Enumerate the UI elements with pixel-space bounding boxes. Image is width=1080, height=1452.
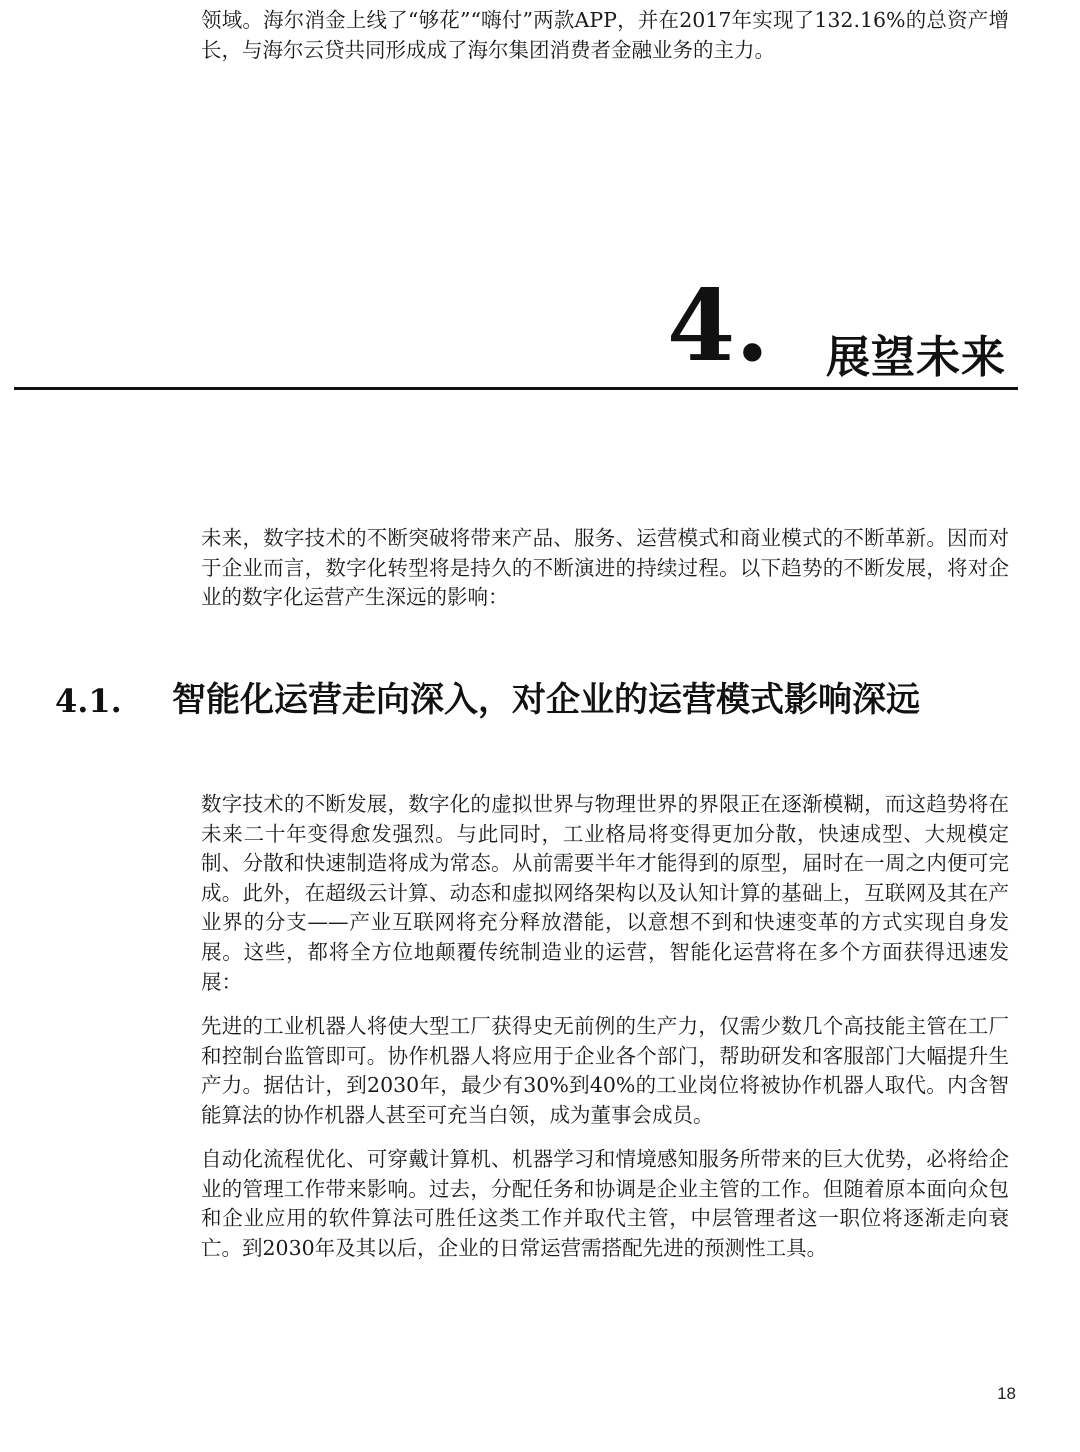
section-number: 4.1. xyxy=(55,682,122,720)
section-paragraph: 先进的工业机器人将使大型工厂获得史无前例的生产力，仅需少数几个高技能主管在工厂和控制台监管即可。协作机器人将应用于企业各个部门，帮助研发和客服部门大幅提升生产力。据估计，到2030年，最少有30%到40%的工业岗位将被协作机器人取代。内含智能算法的协作机器人甚至可充当白领，成为董事会成员。 xyxy=(201,1014,1009,1127)
intro-paragraph: 领域。海尔消金上线了“够花”“嗨付”两款APP，并在2017年实现了132.16%的总资产增长，与海尔云贷共同形成成了海尔集团消费者金融业务的主力。 xyxy=(201,8,1009,62)
section-paragraph: 数字技术的不断发展，数字化的虚拟世界与物理世界的界限正在逐渐模糊，而这趋势将在未来二十年变得愈发强烈。与此同时，工业格局将变得更加分散，快速成型、大规模定制、分散和快速制造将成为常态。从前需要半年才能得到的原型，届时在一周之内便可完成。此外，在超级云计算、动态和虚拟网络架构以及认知计算的基础上，互联网及其在产业界的分支——产业互联网将充分释放潜能，以意想不到和快速变革的方式实现自身发展。这些，都将全方位地颠覆传统制造业的运营，智能化运营将在多个方面获得迅速发展： xyxy=(201,792,1009,994)
section-title: 智能化运营走向深入，对企业的运营模式影响深远 xyxy=(172,680,920,720)
chapter-divider xyxy=(14,387,1018,390)
chapter-title: 展望未来 xyxy=(826,332,1006,383)
section-paragraph: 自动化流程优化、可穿戴计算机、机器学习和情境感知服务所带来的巨大优势，必将给企业的管理工作带来影响。过去，分配任务和协调是企业主管的工作。但随着原本面向众包和企业应用的软件算法可胜任这类工作并取代主管，中层管理者这一职位将逐渐走向衰亡。到2030年及其以后，企业的日常运营需搭配先进的预测性工具。 xyxy=(201,1147,1009,1260)
chapter-number: 4. xyxy=(667,269,770,384)
page-number: 18 xyxy=(997,1384,1016,1403)
chapter-intro-paragraph: 未来，数字技术的不断突破将带来产品、服务、运营模式和商业模式的不断革新。因而对于企业而言，数字化转型将是持久的不断演进的持续过程。以下趋势的不断发展，将对企业的数字化运营产生深远的影响： xyxy=(201,526,1009,610)
